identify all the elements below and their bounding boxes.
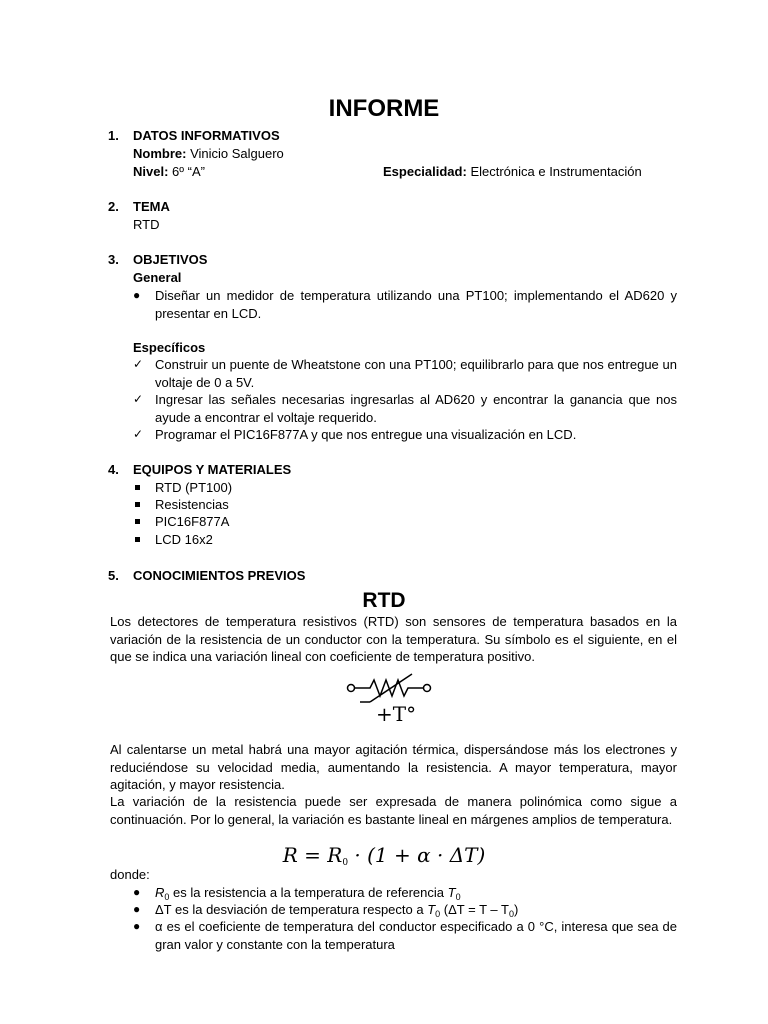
formula-eq: =: [304, 843, 321, 867]
especifico-item: Construir un puente de Wheatstone con una PT100; equilibrarlo para que nos entregue un voltaje de 0 a 5V.: [155, 357, 677, 390]
def2-paren: (ΔT = T – T: [440, 902, 509, 917]
donde-label: donde:: [110, 867, 150, 882]
section-3-title: OBJETIVOS: [133, 252, 208, 267]
material-item: LCD 16x2: [155, 532, 213, 547]
check-icon: ✓: [133, 392, 144, 406]
formula-r0-sub: 0: [342, 858, 349, 868]
paragraph-agitation: Al calentarse un metal habrá una mayor agitación térmica, dispersándose más los electrones y reduciéndose su velocidad media, aumentando la resistencia. A mayor temperatura, mayor agitación, y mayor resistencia.: [110, 742, 677, 792]
def1-t-sub: 0: [455, 892, 461, 902]
paragraph-intro: Los detectores de temperatura resistivos (RTD) son sensores de temperatura basados en la variación de la resistencia de un conductor con la temperatura. Su símbolo es el siguiente, en el que se indica una variación lineal con coeficiente de temperatura positivo.: [110, 614, 677, 664]
nivel-value: 6º “A”: [172, 164, 205, 179]
rtd-heading: RTD: [362, 589, 406, 612]
formula-rest: · (1 + α · ΔT): [354, 843, 486, 867]
section-3-number: 3.: [108, 252, 119, 267]
especialidad-label: Especialidad:: [383, 164, 467, 179]
check-icon: ✓: [133, 427, 144, 441]
rtd-symbol-icon: [344, 672, 434, 728]
formula-lhs: R: [282, 843, 298, 867]
check-icon: ✓: [133, 357, 144, 371]
definition-alpha: α es el coeficiente de temperatura del conductor especificado a 0 °C, interesa que sea de gran valor y constante con la temperatura: [155, 919, 677, 952]
nivel-label: Nivel:: [133, 164, 169, 179]
formula-r0: R: [327, 843, 343, 867]
bullet-dot-icon: ●: [133, 885, 141, 899]
especialidad-row: [383, 163, 642, 180]
especificos-label: Específicos: [133, 340, 206, 355]
def2-t: T: [427, 902, 436, 917]
def1-t: T: [447, 885, 456, 900]
nivel-row: [133, 163, 205, 180]
nombre-value: Vinicio Salguero: [190, 146, 284, 161]
page-title: INFORME: [328, 95, 440, 122]
especifico-item: Programar el PIC16F877A y que nos entregue una visualización en LCD.: [155, 427, 577, 442]
tema-value: RTD: [133, 217, 160, 232]
bullet-dot-icon: ●: [133, 288, 141, 302]
nombre-row: [133, 145, 284, 162]
material-item: RTD (PT100): [155, 480, 233, 495]
section-5-number: 5.: [108, 568, 119, 583]
def2-t-sub: 0: [435, 909, 441, 919]
material-item: PIC16F877A: [155, 514, 230, 529]
nombre-label: Nombre:: [133, 146, 187, 161]
bullet-dot-icon: ●: [133, 902, 141, 916]
def1-symbol: R: [155, 885, 165, 900]
def2-text: es la desviación de temperatura respecto a: [171, 902, 428, 917]
square-bullet-icon: [135, 502, 140, 507]
def2-paren-close: ): [513, 902, 519, 917]
def1-text: es la resistencia a la temperatura de referencia: [169, 885, 448, 900]
general-item: Diseñar un medidor de temperatura utilizando una PT100; implementando el AD620 y presentar en LCD.: [155, 288, 677, 321]
section-4-title: EQUIPOS Y MATERIALES: [133, 462, 292, 477]
especialidad-value: Electrónica e Instrumentación: [470, 164, 642, 179]
especifico-item: Ingresar las señales necesarias ingresarlas al AD620 y encontrar la ganancia que nos ayude a encontrar el voltaje requerido.: [155, 392, 677, 425]
square-bullet-icon: [135, 485, 140, 490]
def1-symbol-sub: 0: [164, 892, 170, 902]
section-4-number: 4.: [108, 462, 119, 477]
general-label: General: [133, 270, 182, 285]
section-1-number: 1.: [108, 128, 119, 143]
material-item: Resistencias: [155, 497, 229, 512]
section-2-title: TEMA: [133, 199, 170, 214]
def2-paren-sub: 0: [508, 909, 514, 919]
section-5-title: CONOCIMIENTOS PREVIOS: [133, 568, 306, 583]
symbol-label: +T°: [376, 702, 417, 726]
bullet-dot-icon: ●: [133, 919, 141, 933]
def2-symbol: ΔT: [155, 902, 172, 917]
square-bullet-icon: [135, 537, 140, 542]
square-bullet-icon: [135, 519, 140, 524]
paragraph-variation: La variación de la resistencia puede ser expresada de manera polinómica como sigue a continuación. Por lo general, la variación es bastante lineal en márgenes amplios de temperatura.: [110, 794, 677, 827]
section-1-title: DATOS INFORMATIVOS: [133, 128, 280, 143]
section-2-number: 2.: [108, 199, 119, 214]
